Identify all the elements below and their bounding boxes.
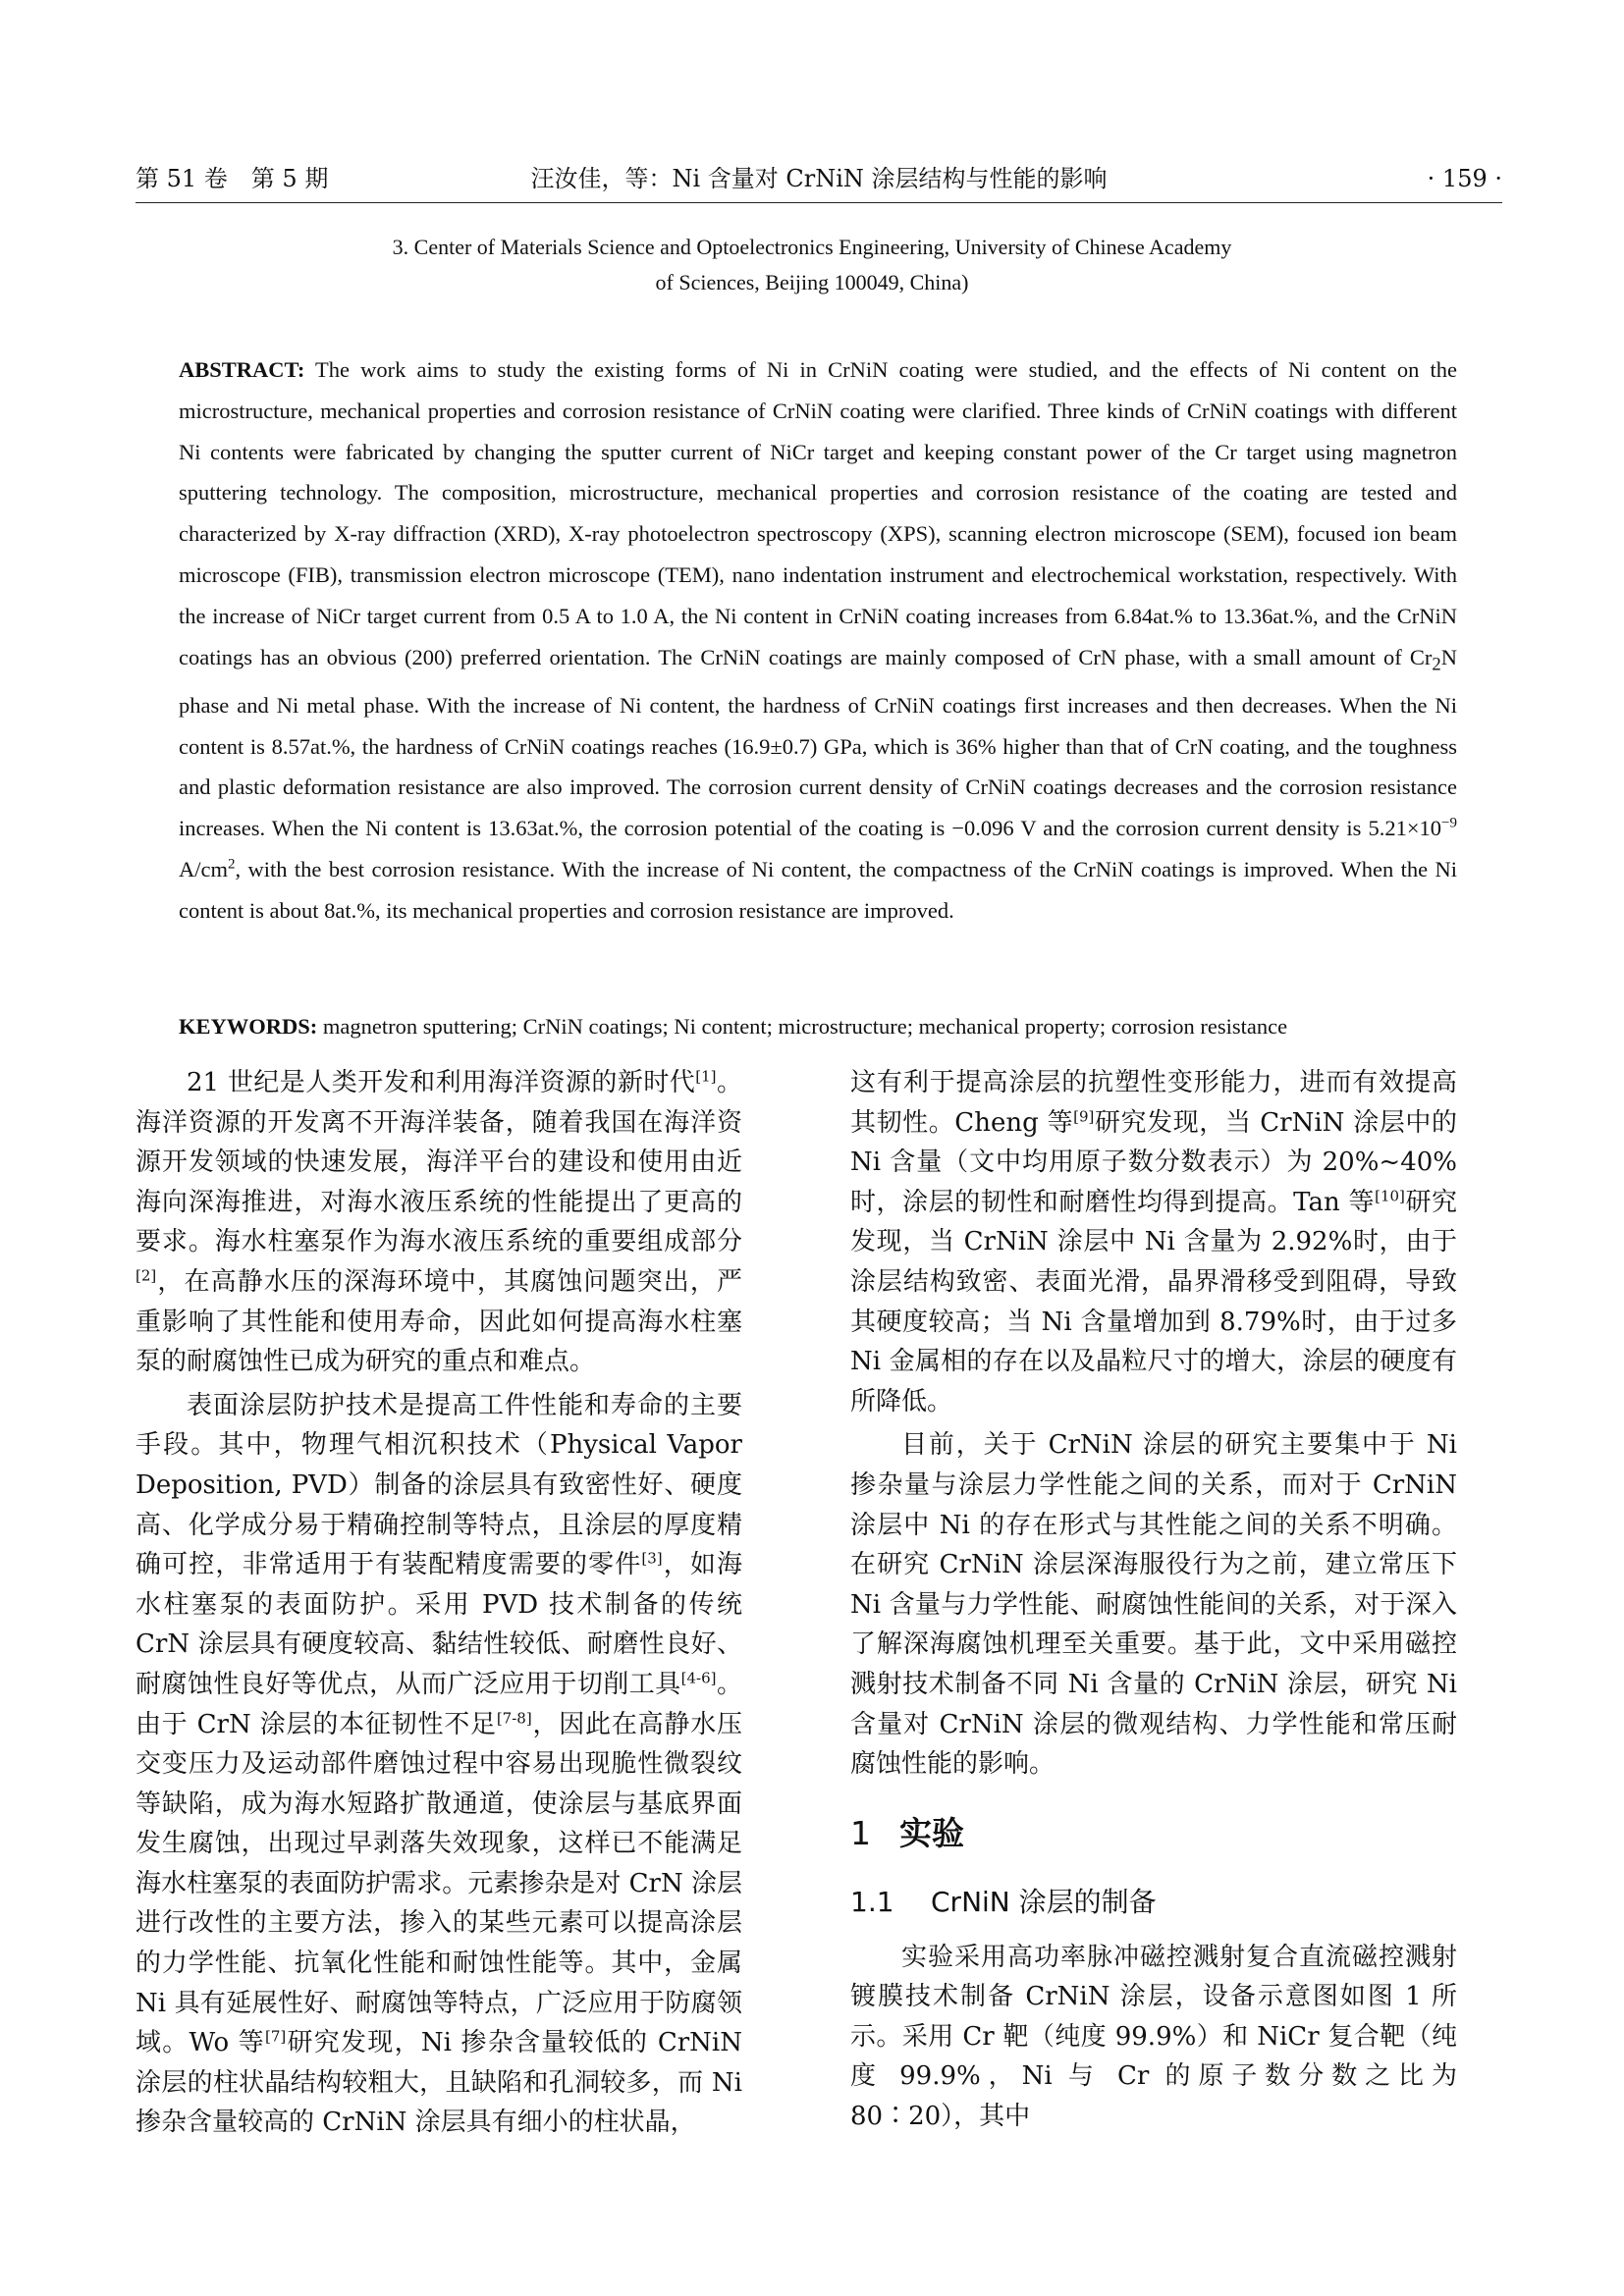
abstract-sup-exponent: −9	[1441, 815, 1457, 831]
abstract-text-a: The work aims to study the existing forms of Ni in CrNiN coating were studied, and the effects of Ni content on the microstructure, mechanical properties and corrosion resistance of CrNiN coating were clarified. Three kinds of CrNiN coatings with different Ni contents were fabricated by changing the sputter current of NiCr target and keeping constant power of the Cr target using magnetron sputtering technology. The composition, microstructure, mechanical properties and corrosion resistance of the coating are tested and characterized by X-ray diffraction (XRD), X-ray photoelectron spectroscopy (XPS), scanning electron microscope (SEM), focused ion beam microscope (FIB), transmission electron microscope (TEM), nano indentation instrument and electrochemical workstation, respectively. With the increase of NiCr target current from 0.5 A to 1.0 A, the Ni content in CrNiN coating increases from 6.84at.% to 13.36at.%, and the CrNiN coatings has an obvious (200) preferred orientation. The CrNiN coatings are mainly composed of CrN phase, with a small amount of Cr	[179, 357, 1457, 669]
affiliation	[255, 230, 1369, 300]
keywords-text: magnetron sputtering; CrNiN coatings; Ni content; microstructure; mechanical property; corrosion resistance	[317, 1014, 1288, 1039]
text-run: 21 世纪是人类开发和利用海洋资源的新时代	[187, 1068, 696, 1097]
text-run: ，在高静水压的深海环境中，其腐蚀问题突出，严重影响了其性能和使用寿命，因此如何提高海水柱塞泵的耐腐蚀性已成为研究的重点和难点。	[135, 1266, 742, 1377]
text-run: 。由于 CrN 涂层的本征韧性不足	[135, 1669, 742, 1739]
section-number: 1	[850, 1813, 871, 1852]
text-run: 研究发现，当 CrNiN 涂层中的 Ni 含量（文中均用原子数分数表示）为 20%~40%时，涂层的韧性和耐磨性均得到提高。Tan 等	[850, 1107, 1458, 1217]
abstract-sup-unit: 2	[228, 856, 236, 873]
running-title: 汪汝佳，等：Ni 含量对 CrNiN 涂层结构与性能的影响	[530, 165, 1108, 192]
citation[interactable]: [9]	[1073, 1106, 1095, 1125]
page-number: · 159 ·	[1427, 165, 1502, 192]
subsection-title: CrNiN 涂层的制备	[931, 1885, 1157, 1918]
abstract-text-b: N phase and Ni metal phase. With the increase of Ni content, the hardness of CrNiN coatings first increases and then decreases. When the Ni content is 8.57at.%, the hardness of CrNiN coatings reaches (16.9±0.7) GPa, which is 36% higher than that of CrN coating, and the toughness and plastic deformation resistance are also improved. The corrosion current density of CrNiN coatings decreases and the corrosion resistance increases. When the Ni content is 13.63at.%, the corrosion potential of the coating is −0.096 V and the corrosion current density is 5.21×10	[179, 644, 1457, 841]
abstract-text-c: A/cm	[179, 857, 228, 882]
abstract-text-d: , with the best corrosion resistance. With the increase of Ni content, the compactness of the CrNiN coatings is improved. When the Ni content is about 8at.%, its mechanical properties and corrosion resistance are improved.	[179, 857, 1457, 923]
header-rule	[135, 202, 1502, 203]
intro-paragraph-4: 目前，关于 CrNiN 涂层的研究主要集中于 Ni 掺杂量与涂层力学性能之间的关系，而对于 CrNiN 涂层中 Ni 的存在形式与其性能之间的关系不明确。在研究 CrNiN 涂层深海服役行为之前，建立常压下 Ni 含量与力学性能、耐腐蚀性能间的关系，对于深入了解深海腐蚀机理至关重要。基于此，文中采用磁控溅射技术制备不同 Ni 含量的 CrNiN 涂层，研究 Ni 含量对 CrNiN 涂层的微观结构、力学性能和常压耐腐蚀性能的影响。	[850, 1430, 1457, 1780]
abstract-sub: 2	[1432, 654, 1441, 675]
subsection-number: 1.1	[850, 1885, 894, 1918]
intro-paragraph-2	[135, 1386, 742, 2143]
left-column	[135, 1063, 742, 2147]
affiliation-line-1: 3. Center of Materials Science and Optoelectronics Engineering, University of Chinese Academy	[392, 235, 1232, 259]
affiliation-line-2: of Sciences, Beijing 100049, China)	[655, 270, 969, 294]
abstract	[179, 349, 1457, 932]
citation[interactable]: [2]	[135, 1266, 157, 1285]
subsection-heading-1-1	[850, 1881, 1457, 1924]
keywords-label: KEYWORDS:	[179, 1014, 318, 1039]
text-run: 这有利于提高涂层的抗塑性变形能力，进而有效提高其韧性。Cheng 等	[850, 1068, 1457, 1138]
text-run: ，如海水柱塞泵的表面防护。采用 PVD 技术制备的传统 CrN 涂层具有硬度较高、黏结性较低、耐磨性良好、耐腐蚀性良好等优点，从而广泛应用于切削工具	[135, 1550, 742, 1699]
text-run: 。海洋资源的开发离不开海洋装备，随着我国在海洋资源开发领域的快速发展，海洋平台的建设和使用由近海向深海推进，对海水液压系统的性能提出了更高的要求。海水柱塞泵作为海水液压系统的重要组成部分	[135, 1068, 742, 1257]
keywords	[179, 1007, 1457, 1046]
intro-paragraph-3	[850, 1063, 1457, 1421]
volume-issue: 第 51 卷 第 5 期	[135, 165, 329, 192]
section-title: 实验	[899, 1813, 964, 1852]
text-run: 研究发现，Ni 掺杂含量较低的 CrNiN 涂层的柱状晶结构较粗大，且缺陷和孔洞较多，而 Ni 掺杂含量较高的 CrNiN 涂层具有细小的柱状晶，	[135, 2028, 742, 2138]
experiment-paragraph-1: 实验采用高功率脉冲磁控溅射复合直流磁控溅射镀膜技术制备 CrNiN 涂层，设备示意图如图 1 所示。采用 Cr 靶（纯度 99.9%）和 NiCr 复合靶（纯度 99.9%，Ni 与 Cr 的原子数分数之比为 80∶20），其中	[850, 1942, 1457, 2132]
citation[interactable]: [4-6]	[680, 1669, 717, 1687]
citation[interactable]: [10]	[1375, 1187, 1405, 1205]
abstract-label: ABSTRACT:	[179, 357, 305, 382]
citation[interactable]: [7-8]	[496, 1708, 532, 1727]
citation[interactable]: [7]	[264, 2027, 287, 2046]
section-heading-1	[850, 1812, 1457, 1855]
text-run: 表面涂层防护技术是提高工件性能和寿命的主要手段。其中，物理气相沉积技术（Physical Vapor Deposition, PVD）制备的涂层具有致密性好、硬度高、化学成分易于精确控制等特点，且涂层的厚度精确可控，非常适用于有装配精度需要的零件	[135, 1390, 742, 1580]
running-header	[135, 160, 1502, 197]
text-run: ，因此在高静水压交变压力及运动部件磨蚀过程中容易出现脆性微裂纹等缺陷，成为海水短路扩散通道，使涂层与基底界面发生腐蚀，出现过早剥落失效现象，这样已不能满足海水柱塞泵的表面防护需求。元素掺杂是对 CrN 涂层进行改性的主要方法，掺入的某些元素可以提高涂层的力学性能、抗氧化性能和耐蚀性能等。其中，金属 Ni 具有延展性好、耐腐蚀等特点，广泛应用于防腐领域。Wo 等	[135, 1709, 742, 2058]
right-column	[850, 1063, 1457, 2141]
citation[interactable]: [1]	[695, 1067, 717, 1086]
intro-paragraph-1	[135, 1063, 742, 1382]
text-run: 研究发现，当 CrNiN 涂层中 Ni 含量为 2.92%时，由于涂层结构致密、表面光滑，晶界滑移受到阻碍，导致其硬度较高；当 Ni 含量增加到 8.79%时，由于过多 Ni 金属相的存在以及晶粒尺寸的增大，涂层的硬度有所降低。	[850, 1187, 1457, 1416]
citation[interactable]: [3]	[641, 1549, 663, 1568]
